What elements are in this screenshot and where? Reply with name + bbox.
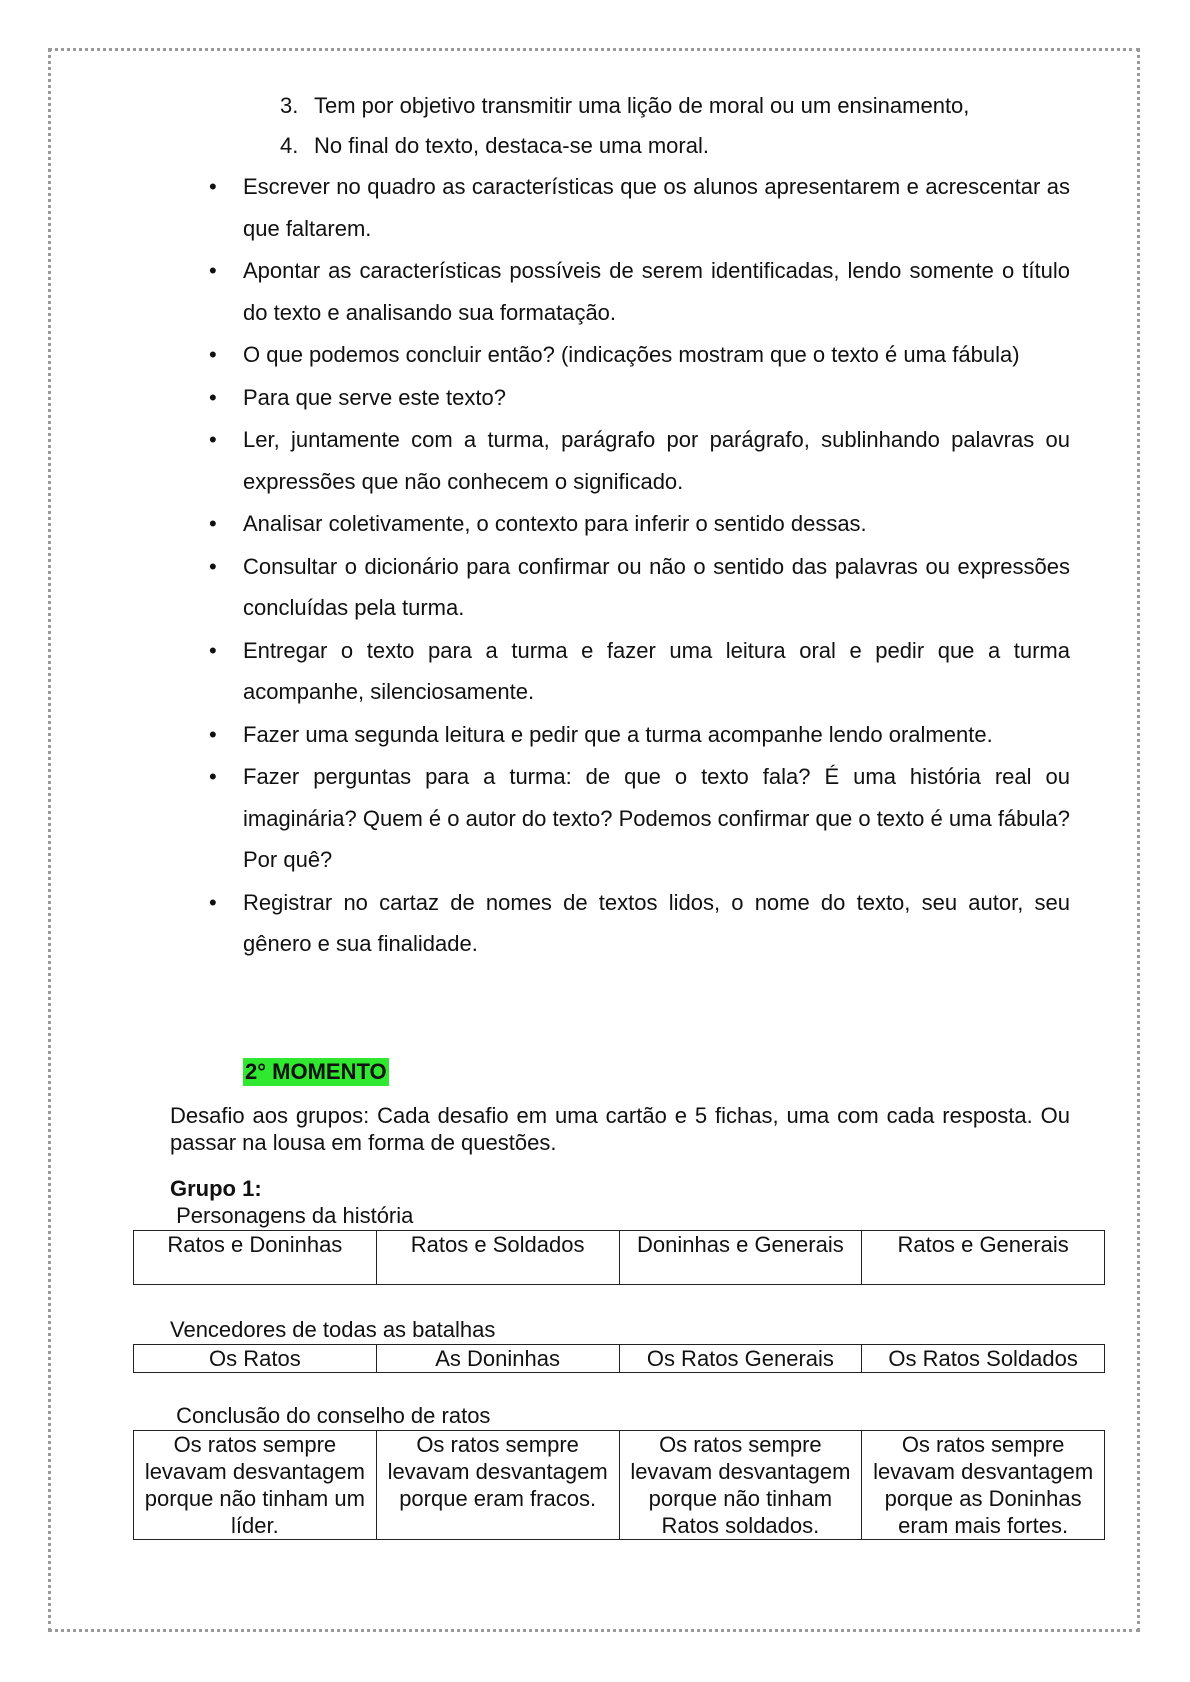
table-row [134,1231,1105,1285]
answer-option: Os ratos sempre levavam desvantagem porque as Doninhas eram mais fortes. [862,1431,1105,1540]
answer-option: Os Ratos Generais [619,1345,862,1373]
answer-table [133,1344,1105,1373]
bullet-item [205,377,1070,419]
bullet-icon: • [209,511,217,536]
bullet-item [205,882,1070,965]
bullet-list [205,166,1070,966]
bullet-icon: • [209,427,217,452]
answer-option: Ratos e Soldados [376,1231,619,1285]
bullet-text: Fazer perguntas para a turma: de que o texto fala? É uma história real ou imaginária? Quem é o autor do texto? Podemos confirmar que o texto é uma fábula? Por quê? [243,764,1070,872]
bullet-icon: • [209,258,217,283]
bullet-text: Registrar no cartaz de nomes de textos lidos, o nome do texto, seu autor, seu gênero e sua finalidade. [243,889,1070,956]
answer-table [133,1230,1105,1285]
bullet-icon: • [209,174,217,199]
bullet-icon: • [209,553,217,579]
answer-option: Os ratos sempre levavam desvantagem porque não tinham Ratos soldados. [619,1431,862,1540]
bullet-text: Ler, juntamente com a turma, parágrafo por parágrafo, sublinhando palavras ou expressões que não conhecem o significado. [243,427,1070,494]
bullet-item [205,334,1070,376]
bullet-item [205,756,1070,881]
item-text: Tem por objetivo transmitir uma lição de moral ou um ensinamento, [314,93,970,118]
table-row [134,1345,1105,1373]
bullet-text: Escrever no quadro as características que os alunos apresentarem e acrescentar as que faltarem. [243,174,1070,241]
item-number: 3. [280,93,299,118]
numbered-item [280,86,969,126]
question-caption: Conclusão do conselho de ratos [170,1403,491,1428]
bullet-text: Analisar coletivamente, o contexto para inferir o sentido dessas. [243,511,867,536]
desafio-paragraph: Desafio aos grupos: Cada desafio em uma cartão e 5 fichas, uma com cada resposta. Ou passar na lousa em forma de questões. [170,1103,1070,1155]
numbered-list [280,86,969,166]
answer-option: Os ratos sempre levavam desvantagem porque não tinham um líder. [134,1431,377,1540]
bullet-icon: • [209,384,217,410]
bullet-icon: • [209,764,217,789]
bullet-icon: • [209,342,217,367]
answer-option: Doninhas e Generais [619,1231,862,1285]
answer-option: Os Ratos Soldados [862,1345,1105,1373]
bullet-item [205,250,1070,333]
bullet-text: O que podemos concluir então? (indicações mostram que o texto é uma fábula) [243,342,1020,367]
answer-option: Ratos e Generais [862,1231,1105,1285]
item-number: 4. [280,133,299,158]
group-title: Grupo 1: [170,1176,262,1201]
question-caption: Personagens da história [170,1203,414,1228]
table-row [134,1431,1105,1540]
bullet-text: Para que serve este texto? [243,384,506,410]
bullet-item [205,166,1070,249]
bullet-text: Entregar o texto para a turma e fazer uma leitura oral e pedir que a turma acompanhe, silenciosamente. [243,637,1070,704]
answer-option: Os Ratos [134,1345,377,1373]
answer-table [133,1430,1105,1540]
answer-option: As Doninhas [376,1345,619,1373]
bullet-item [205,546,1070,629]
answer-option: Ratos e Doninhas [134,1231,377,1285]
question-caption: Vencedores de todas as batalhas [170,1317,496,1342]
bullet-icon: • [209,889,217,915]
item-text: No final do texto, destaca-se uma moral. [314,133,709,158]
bullet-item [205,503,1070,545]
bullet-item [205,630,1070,713]
bullet-text: Consultar o dicionário para confirmar ou não o sentido das palavras ou expressões concluídas pela turma. [243,553,1070,620]
bullet-icon: • [209,637,217,663]
bullet-text: Fazer uma segunda leitura e pedir que a turma acompanhe lendo oralmente. [243,721,993,747]
bullet-item [205,419,1070,502]
bullet-icon: • [209,721,217,747]
section-heading: 2° MOMENTO [245,1059,387,1084]
bullet-item [205,714,1070,756]
answer-option: Os ratos sempre levavam desvantagem porque eram fracos. [376,1431,619,1540]
bullet-text: Apontar as características possíveis de serem identificadas, lendo somente o título do texto e analisando sua formatação. [243,258,1070,325]
numbered-item [280,126,969,166]
